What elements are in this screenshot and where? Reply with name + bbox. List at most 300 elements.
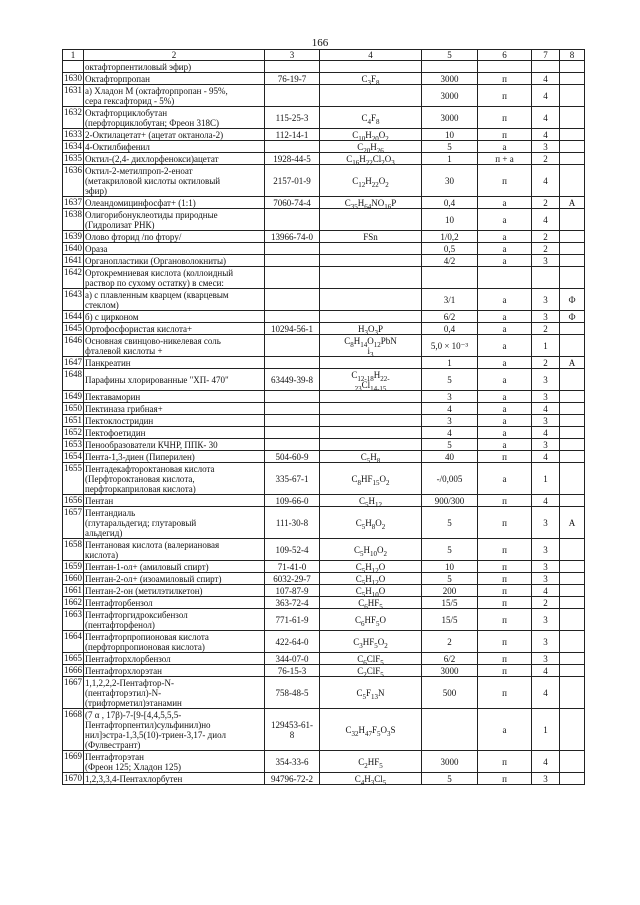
table-row	[63, 653, 585, 665]
cell-number: 1670	[64, 773, 82, 783]
page-number: 166	[311, 37, 329, 49]
cell-name: Пентандиаль (глутаральдегид; глутаровый альдегид)	[84, 507, 265, 539]
cell-name: Пенообразователи КЧНР, ППК- 30	[84, 439, 265, 451]
cell-limit: 2	[422, 631, 478, 653]
cell-formula	[320, 243, 422, 255]
cell-formula: $C_{35}H_{64}NO_{16}P$	[320, 197, 422, 209]
cell-class: 4	[532, 165, 560, 197]
cell-number: 1661	[64, 585, 82, 595]
table-row	[63, 751, 585, 773]
cell-cas	[265, 311, 320, 323]
cell-cas: 112-14-1	[265, 129, 320, 141]
header-col-5: 5	[422, 50, 478, 61]
cell-class: 3	[532, 609, 560, 631]
cell-cas	[265, 267, 320, 289]
table-row	[63, 539, 585, 561]
cell-cas: 109-66-0	[265, 495, 320, 507]
cell-name: б) с цирконом	[84, 311, 265, 323]
cell-feature	[560, 653, 585, 665]
cell-cas: 504-60-9	[265, 451, 320, 463]
cell-cas: 109-52-4	[265, 539, 320, 561]
cell-limit: 3	[422, 391, 478, 403]
cell-feature	[560, 439, 585, 451]
cell-limit	[422, 61, 478, 73]
cell-limit	[422, 709, 478, 751]
cell-class: 4	[532, 427, 560, 439]
cell-limit: 1	[422, 357, 478, 369]
cell-class: 3	[532, 561, 560, 573]
table-row	[63, 129, 585, 141]
cell-formula: FSn	[320, 231, 422, 243]
cell-state: п	[478, 665, 532, 677]
cell-formula: $C_{16}H_{22}Cl_2O_3$	[320, 153, 422, 165]
cell-cas	[265, 391, 320, 403]
cell-formula: $C_5F_{13}N$	[320, 677, 422, 709]
cell-name: (7 α , 17β)-7-[9-[4,4,5,5,5- Пентафторпентил)сульфинил)но нил]эстра-1,3,5(10)-триен-3,17- диол (Фулвестрант)	[84, 709, 265, 751]
cell-formula: $C_{10}H_{20}O_2$	[320, 129, 422, 141]
table-row	[63, 85, 585, 107]
cell-limit: 5	[422, 369, 478, 391]
cell-name: Октил-2-метилпроп-2-еноат (метакриловой кислоты октиловый эфир)	[84, 165, 265, 197]
cell-state: п	[478, 165, 532, 197]
cell-state: п	[478, 677, 532, 709]
cell-formula: $C_5H_{12}O$	[320, 561, 422, 573]
cell-number: 1639	[64, 231, 82, 241]
cell-cas: 76-19-7	[265, 73, 320, 85]
cell-cas: 354-33-6	[265, 751, 320, 773]
cell-cas	[265, 61, 320, 73]
cell-feature	[560, 73, 585, 85]
table-row	[63, 289, 585, 311]
cell-number: 1633	[64, 129, 82, 139]
cell-state: а	[478, 427, 532, 439]
cell-class: 2	[532, 323, 560, 335]
cell-class: 3	[532, 369, 560, 391]
cell-feature	[560, 609, 585, 631]
cell-limit: 15/5	[422, 597, 478, 609]
cell-cas	[265, 439, 320, 451]
cell-name: 1,1,2,2,2-Пентафтор-N- (пентафторэтил)-N- (трифторметил)этанамин	[84, 677, 265, 709]
cell-limit: 5	[422, 439, 478, 451]
cell-cas	[265, 427, 320, 439]
cell-name: Олеандомицинфосфат+ (1:1)	[84, 197, 265, 209]
cell-limit: -/0,005	[422, 463, 478, 495]
cell-name: Ораза	[84, 243, 265, 255]
cell-name: Пентан-2-ол+ (изоамиловый спирт)	[84, 573, 265, 585]
cell-limit: 900/300	[422, 495, 478, 507]
cell-state: а	[478, 391, 532, 403]
cell-cas: 7060-74-4	[265, 197, 320, 209]
cell-feature	[560, 709, 585, 751]
cell-class: 4	[532, 73, 560, 85]
cell-number: 1634	[64, 141, 82, 151]
cell-name: Ортофосфористая кислота+	[84, 323, 265, 335]
cell-limit: 15/5	[422, 609, 478, 631]
table-row	[63, 773, 585, 785]
cell-limit: 3000	[422, 107, 478, 129]
cell-limit: 40	[422, 451, 478, 463]
table-row	[63, 231, 585, 243]
cell-name: Пентафторхлорбензол	[84, 653, 265, 665]
cell-class: 3	[532, 539, 560, 561]
cell-number: 1630	[64, 73, 82, 83]
cell-name: Основная свинцово-никелевая соль фталевой кислоты +	[84, 335, 265, 357]
cell-number: 1640	[64, 243, 82, 253]
cell-number: 1662	[64, 597, 82, 607]
cell-formula	[320, 427, 422, 439]
table-row	[63, 61, 585, 73]
cell-limit: 4/2	[422, 255, 478, 267]
cell-state: а	[478, 335, 532, 357]
cell-limit: 5	[422, 141, 478, 153]
table-body	[63, 61, 585, 785]
cell-feature	[560, 403, 585, 415]
cell-name: 2-Октилацетат+ (ацетат октанола-2)	[84, 129, 265, 141]
cell-cas: 107-87-9	[265, 585, 320, 597]
cell-feature	[560, 335, 585, 357]
cell-class: 1	[532, 335, 560, 357]
cell-number: 1663	[63, 609, 84, 631]
cell-formula: $C_5H_{12}$	[320, 495, 422, 507]
cell-number: 1664	[63, 631, 84, 653]
cell-feature	[560, 427, 585, 439]
cell-number: 1636	[63, 165, 84, 197]
cell-cas: 129453-61- 8	[265, 709, 320, 751]
cell-cas: 94796-72-2	[265, 773, 320, 785]
cell-number: 1645	[64, 323, 82, 333]
cell-state: а	[478, 357, 532, 369]
cell-limit: 3/1	[422, 289, 478, 311]
cell-class: 4	[532, 107, 560, 129]
cell-cas	[265, 415, 320, 427]
cell-formula	[320, 439, 422, 451]
cell-class: 2	[532, 357, 560, 369]
header-col-2: 2	[84, 50, 265, 61]
cell-state: п	[478, 539, 532, 561]
cell-state: а	[478, 255, 532, 267]
cell-formula: $C_8HF_{15}O_2$	[320, 463, 422, 495]
cell-formula: $C_3HF_5O_2$	[320, 631, 422, 653]
table-row	[63, 335, 585, 357]
cell-class: 4	[532, 677, 560, 709]
cell-class: 2	[532, 153, 560, 165]
cell-feature	[560, 141, 585, 153]
cell-state: п	[478, 631, 532, 653]
cell-feature	[560, 61, 585, 73]
cell-formula: $C_3F_8$	[320, 73, 422, 85]
cell-state: п	[478, 495, 532, 507]
cell-class: 3	[532, 415, 560, 427]
cell-state: п	[478, 773, 532, 785]
table-row	[63, 585, 585, 597]
cell-name: Пектаваморин	[84, 391, 265, 403]
cell-formula: $C_2ClF_5$	[320, 665, 422, 677]
cell-cas: 115-25-3	[265, 107, 320, 129]
cell-cas	[265, 209, 320, 231]
header-col-1: 1	[63, 50, 84, 61]
cell-state: п	[478, 751, 532, 773]
cell-class: 2	[532, 243, 560, 255]
cell-name: Панкреатин	[84, 357, 265, 369]
cell-class: 3	[532, 507, 560, 539]
table-row	[63, 267, 585, 289]
cell-formula: $C_{32}H_{47}F_5O_3S$	[320, 709, 422, 751]
cell-limit: 10	[422, 561, 478, 573]
cell-number: 1650	[64, 403, 82, 413]
cell-name: Пентан-1-ол+ (амиловый спирт)	[84, 561, 265, 573]
cell-class: 4	[532, 665, 560, 677]
table-row	[63, 597, 585, 609]
cell-formula: $C_8H_{14}O_{12}PbN$ $i_3$	[320, 335, 422, 357]
cell-number: 1641	[64, 255, 82, 265]
cell-feature	[560, 495, 585, 507]
cell-feature	[560, 267, 585, 289]
cell-state: п	[478, 107, 532, 129]
header-col-8: 8	[560, 50, 585, 61]
cell-number	[63, 61, 84, 73]
cell-formula	[320, 311, 422, 323]
cell-class: 3	[532, 773, 560, 785]
cell-class: 3	[532, 391, 560, 403]
cell-cas: 422-64-0	[265, 631, 320, 653]
cell-number: 1638	[63, 209, 84, 231]
cell-number: 1648	[63, 369, 84, 391]
table-row	[63, 439, 585, 451]
cell-feature	[560, 677, 585, 709]
cell-state: а	[478, 289, 532, 311]
cell-limit: 3000	[422, 85, 478, 107]
cell-name: 4-Октилбифенил	[84, 141, 265, 153]
cell-number: 1660	[64, 573, 82, 583]
cell-name: Пектофоетидин	[84, 427, 265, 439]
cell-name: Пентафторбензол	[84, 597, 265, 609]
table-row	[63, 357, 585, 369]
cell-feature	[560, 751, 585, 773]
cell-limit: 1	[422, 153, 478, 165]
cell-state: а	[478, 197, 532, 209]
cell-state: а	[478, 415, 532, 427]
cell-feature	[560, 391, 585, 403]
cell-state: а	[478, 209, 532, 231]
cell-name: Парафины хлорированные "ХП- 470"	[84, 369, 265, 391]
cell-formula: $C_4H_3Cl_5$	[320, 773, 422, 785]
cell-state: п	[478, 609, 532, 631]
cell-cas: 63449-39-8	[265, 369, 320, 391]
cell-feature	[560, 231, 585, 243]
cell-state: а	[478, 323, 532, 335]
table-row	[63, 631, 585, 653]
cell-cas: 2157-01-9	[265, 165, 320, 197]
cell-state: п + а	[478, 153, 532, 165]
cell-cas	[265, 335, 320, 357]
cell-state	[478, 267, 532, 289]
cell-feature	[560, 323, 585, 335]
cell-class	[532, 61, 560, 73]
cell-number: 1669	[63, 751, 84, 773]
cell-feature	[560, 773, 585, 785]
cell-feature	[560, 129, 585, 141]
substances-table	[62, 49, 585, 785]
table-row	[63, 243, 585, 255]
table-row	[63, 463, 585, 495]
table-row	[63, 507, 585, 539]
cell-class: 3	[532, 255, 560, 267]
cell-state: а	[478, 311, 532, 323]
table-row	[63, 427, 585, 439]
cell-state: п	[478, 85, 532, 107]
cell-class: 3	[532, 289, 560, 311]
cell-formula: $C_{12}H_{22}O_2$	[320, 165, 422, 197]
cell-state: а	[478, 369, 532, 391]
table-row	[63, 561, 585, 573]
cell-feature	[560, 561, 585, 573]
cell-class: 4	[532, 751, 560, 773]
cell-cas: 344-07-0	[265, 653, 320, 665]
cell-state	[478, 61, 532, 73]
cell-cas: 111-30-8	[265, 507, 320, 539]
table-row	[63, 573, 585, 585]
cell-limit: 500	[422, 677, 478, 709]
cell-name: Пектиназа грибная+	[84, 403, 265, 415]
cell-cas: 758-48-5	[265, 677, 320, 709]
cell-cas	[265, 255, 320, 267]
cell-class: 1	[532, 463, 560, 495]
cell-cas: 363-72-4	[265, 597, 320, 609]
cell-name: Октафторпропан	[84, 73, 265, 85]
cell-state: п	[478, 585, 532, 597]
cell-limit: 3000	[422, 751, 478, 773]
cell-formula	[320, 357, 422, 369]
table-row	[63, 153, 585, 165]
cell-feature	[560, 573, 585, 585]
cell-class: 3	[532, 311, 560, 323]
cell-formula	[320, 267, 422, 289]
cell-state: а	[478, 243, 532, 255]
cell-class: 4	[532, 451, 560, 463]
cell-name: Пектоклостридин	[84, 415, 265, 427]
cell-limit	[422, 267, 478, 289]
cell-class	[532, 267, 560, 289]
cell-formula: $C_{20}H_{26}$	[320, 141, 422, 153]
cell-feature	[560, 369, 585, 391]
cell-class: 4	[532, 495, 560, 507]
cell-formula: $C_5H_{10}O_2$	[320, 539, 422, 561]
cell-class: 2	[532, 231, 560, 243]
cell-number: 1652	[64, 427, 82, 437]
cell-cas	[265, 357, 320, 369]
cell-state: п	[478, 129, 532, 141]
cell-name: Ортокремниевая кислота (коллоидный раствор по сухому остатку) в смеси:	[84, 267, 265, 289]
cell-feature	[560, 451, 585, 463]
cell-number: 1665	[64, 653, 82, 663]
cell-number: 1655	[63, 463, 84, 495]
cell-number: 1646	[63, 335, 84, 357]
cell-class: 4	[532, 129, 560, 141]
cell-number: 1656	[64, 495, 82, 505]
cell-feature: Ф	[560, 311, 585, 323]
cell-limit: 0,5	[422, 243, 478, 255]
cell-class: 3	[532, 653, 560, 665]
table-row	[63, 165, 585, 197]
cell-limit: 5	[422, 539, 478, 561]
cell-limit: 6/2	[422, 311, 478, 323]
cell-state: п	[478, 653, 532, 665]
cell-feature	[560, 665, 585, 677]
cell-formula: $C_6HF_5$	[320, 597, 422, 609]
cell-name: Пента-1,3-диен (Пиперилен)	[84, 451, 265, 463]
cell-class: 1	[532, 709, 560, 751]
cell-class: 3	[532, 631, 560, 653]
cell-name: Олово фторид /по фтору/	[84, 231, 265, 243]
cell-formula: $C_2HF_5$	[320, 751, 422, 773]
cell-class: 2	[532, 197, 560, 209]
cell-name: Октил-(2,4- дихлорфенокси)ацетат	[84, 153, 265, 165]
cell-feature	[560, 209, 585, 231]
cell-name: Пентановая кислота (валериановая кислота)	[84, 539, 265, 561]
cell-state: а	[478, 439, 532, 451]
cell-limit: 0,4	[422, 197, 478, 209]
cell-cas: 13966-74-0	[265, 231, 320, 243]
cell-number: 1667	[63, 677, 84, 709]
table-row	[63, 709, 585, 751]
cell-limit: 5	[422, 573, 478, 585]
cell-name: Пентан-2-он (метилэтилкетон)	[84, 585, 265, 597]
cell-feature	[560, 165, 585, 197]
cell-formula: $C_5H_8O_2$	[320, 507, 422, 539]
cell-class: 2	[532, 597, 560, 609]
table-row	[63, 609, 585, 631]
cell-cas: 6032-29-7	[265, 573, 320, 585]
cell-feature: А	[560, 357, 585, 369]
table-row	[63, 255, 585, 267]
cell-number: 1668	[63, 709, 84, 751]
cell-formula	[320, 289, 422, 311]
table-row	[63, 311, 585, 323]
cell-cas: 1928-44-5	[265, 153, 320, 165]
table-row	[63, 369, 585, 391]
cell-name: Пентафторпропионовая кислота (перфторпропионовая кислота)	[84, 631, 265, 653]
cell-state: п	[478, 507, 532, 539]
cell-state: п	[478, 561, 532, 573]
cell-limit: 3000	[422, 73, 478, 85]
cell-feature	[560, 243, 585, 255]
header-col-3: 3	[265, 50, 320, 61]
table-row	[63, 197, 585, 209]
cell-formula	[320, 209, 422, 231]
cell-name: а) Хладон М (октафторпропан - 95%, сера гексафторид - 5%)	[84, 85, 265, 107]
cell-name: Пентафторэтан (Фреон 125; Хладон 125)	[84, 751, 265, 773]
cell-name: Олигорибонуклеотиды природные (Гидролизат РНК)	[84, 209, 265, 231]
table-row	[63, 73, 585, 85]
table-header-row	[63, 50, 585, 61]
cell-number: 1666	[64, 665, 82, 675]
cell-class: 3	[532, 573, 560, 585]
cell-feature: А	[560, 507, 585, 539]
cell-cas: 71-41-0	[265, 561, 320, 573]
cell-class: 3	[532, 141, 560, 153]
cell-cas	[265, 141, 320, 153]
cell-cas	[265, 403, 320, 415]
cell-limit: 3	[422, 415, 478, 427]
cell-number: 1649	[64, 391, 82, 401]
cell-feature	[560, 107, 585, 129]
cell-name: октафторпентиловый эфир)	[84, 61, 265, 73]
cell-formula: $C_4F_8$	[320, 107, 422, 129]
table-row	[63, 391, 585, 403]
cell-feature	[560, 153, 585, 165]
cell-formula: $C_5H_{10}O$	[320, 585, 422, 597]
cell-state: а	[478, 463, 532, 495]
